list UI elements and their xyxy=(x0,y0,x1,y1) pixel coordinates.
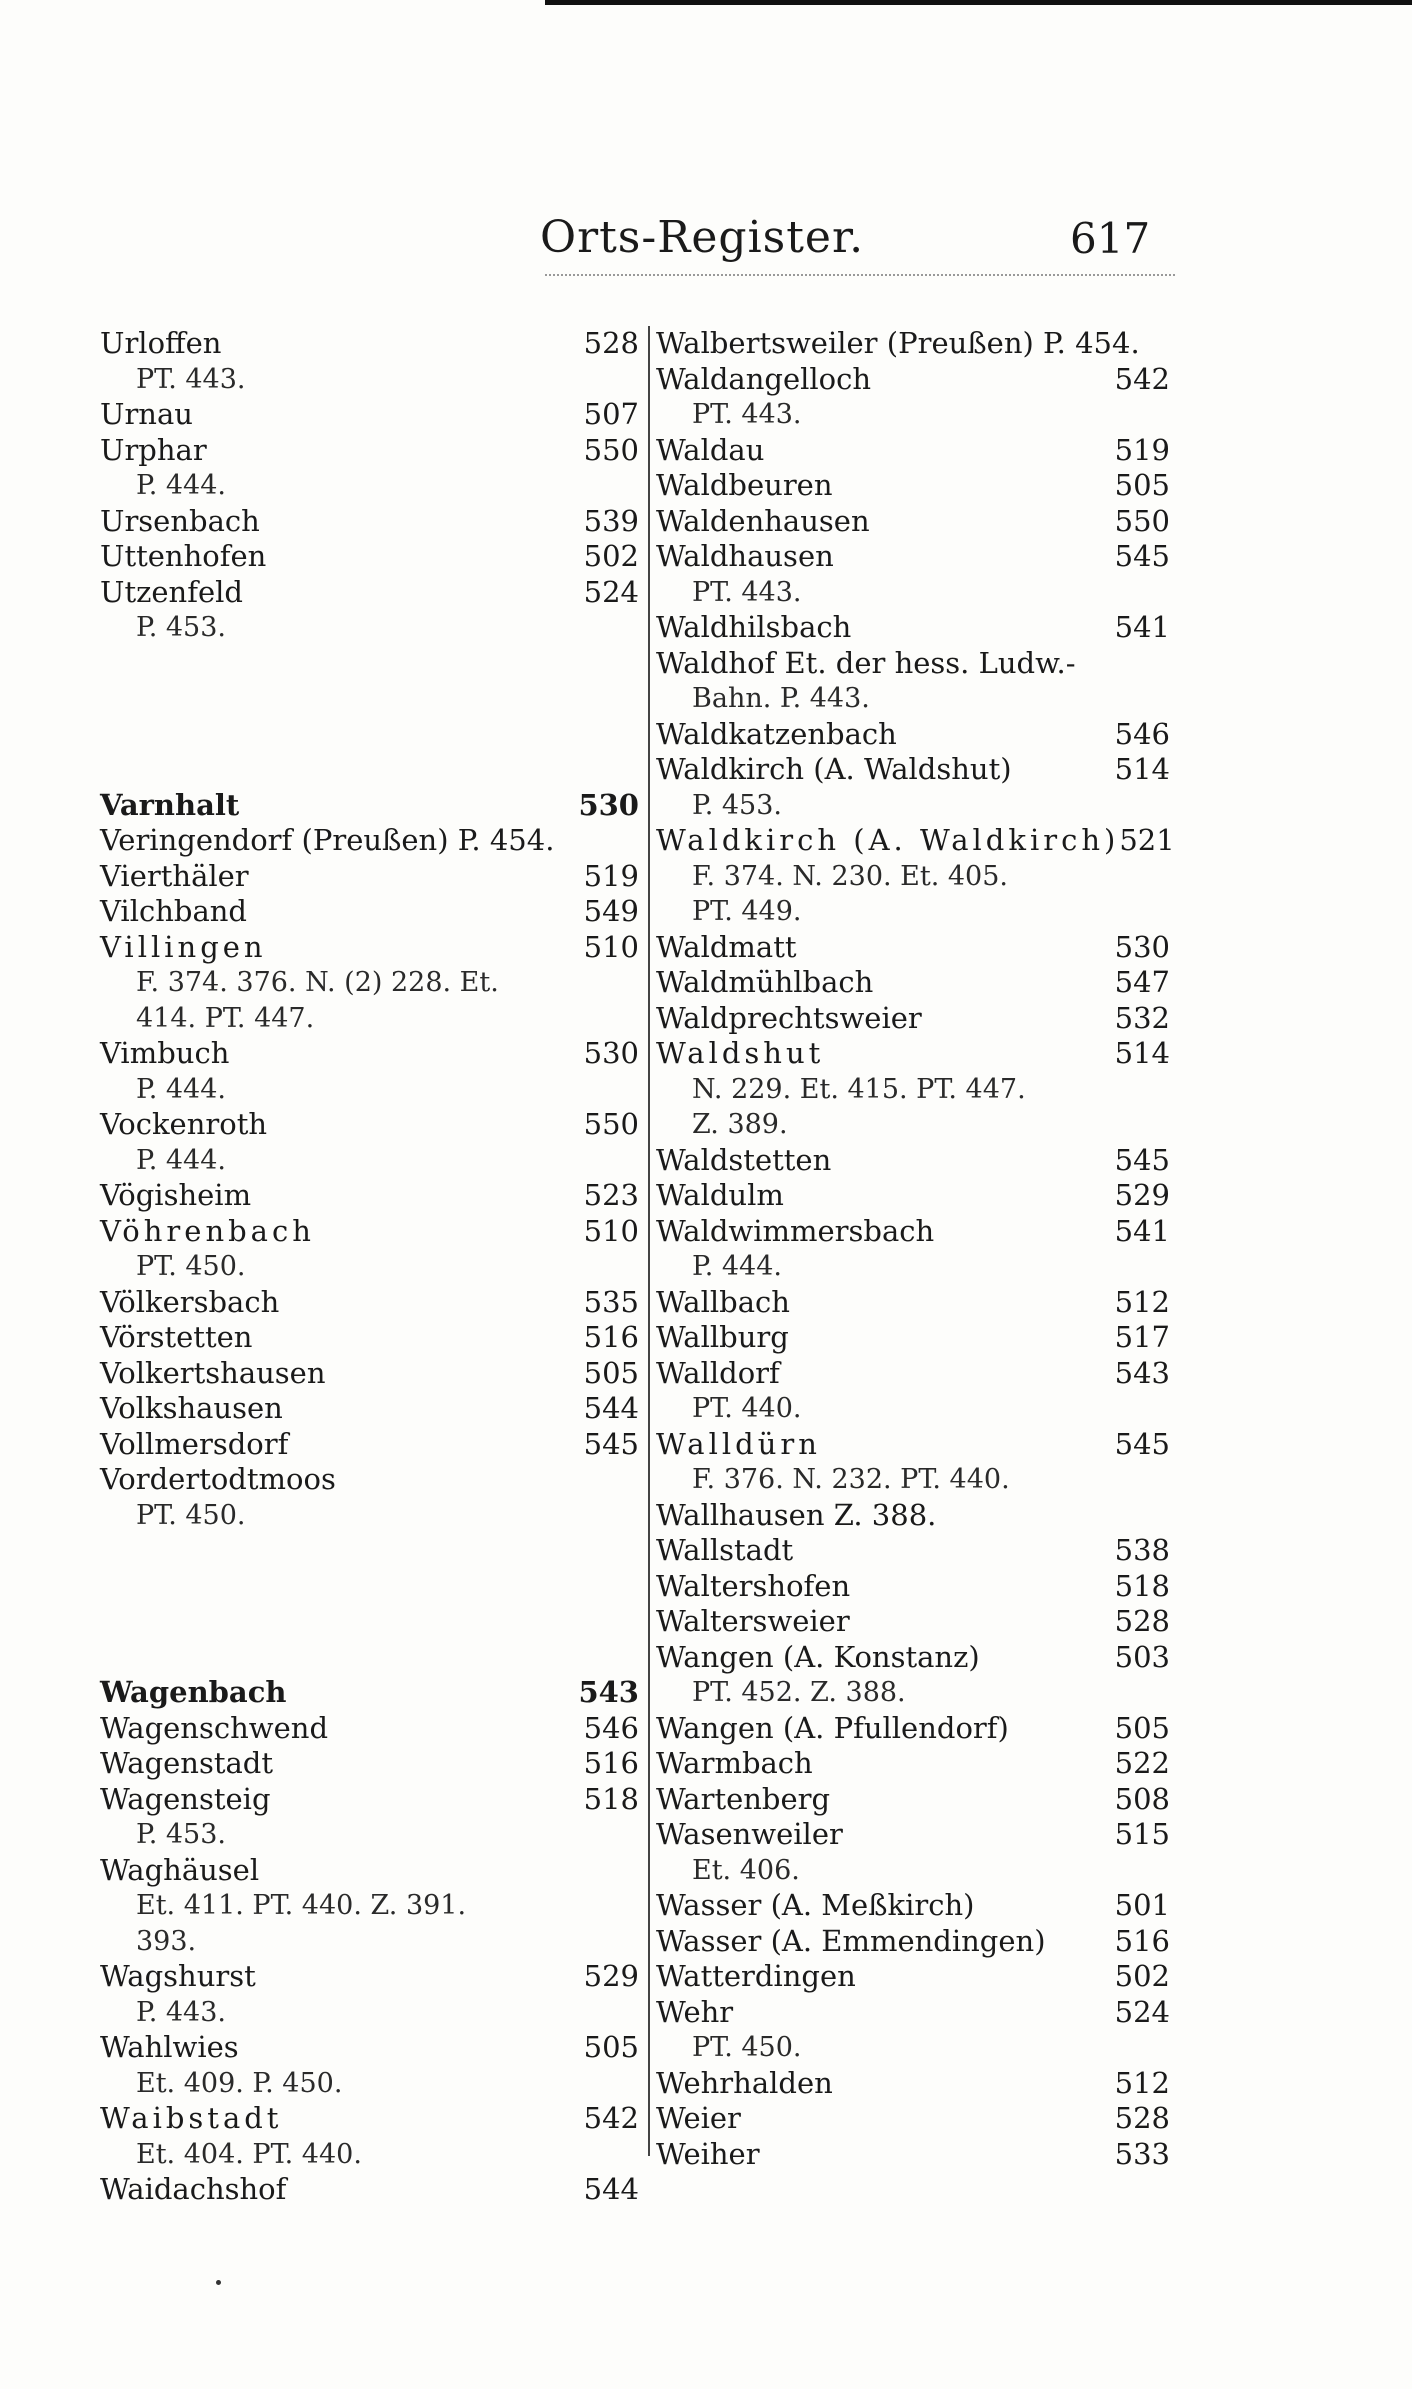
entry-note: PT. 443. xyxy=(692,399,802,430)
index-entry: Waldbeuren 505 xyxy=(656,468,1170,502)
index-entry: Villingen 510 xyxy=(100,929,639,964)
index-entry: Volkshausen 544 xyxy=(100,1391,639,1425)
index-entry: Wagenbach 543 xyxy=(100,1675,639,1709)
index-entry: Urphar 550 xyxy=(100,432,639,467)
index-entry: Vilchband 549 xyxy=(100,894,639,928)
entry-note: P. 444. xyxy=(136,1073,226,1105)
section-gap xyxy=(100,1533,645,1640)
index-entry: Waldstetten 545 xyxy=(656,1142,1170,1177)
index-entry: Wartenberg 508 xyxy=(656,1781,1170,1816)
entry-note: P. 444. xyxy=(136,470,226,501)
entry-note: P. 453. xyxy=(136,612,226,643)
entry-note: PT. 450. xyxy=(136,1499,246,1531)
index-entry: Wallstadt 538 xyxy=(656,1533,1170,1567)
index-entry: Wasenweiler 515 xyxy=(656,1817,1170,1851)
entry-note: F. 376. N. 232. PT. 440. xyxy=(692,1464,1010,1495)
page-header xyxy=(0,212,1412,272)
entry-note: Et. 409. P. 450. xyxy=(136,2067,343,2099)
index-entry: Wallburg 517 xyxy=(656,1320,1170,1354)
index-entry: Waibstadt 542 xyxy=(100,2101,639,2135)
index-entry: Veringendorf (Preußen) P. 454. xyxy=(100,823,555,857)
entry-note: PT. 450. xyxy=(136,1251,246,1282)
index-entry: Walbertsweiler (Preußen) P. 454. xyxy=(656,326,1140,360)
header-rule xyxy=(545,274,1175,276)
entry-note: P. 444. xyxy=(692,1251,782,1282)
entry-note: PT. 449. xyxy=(692,896,802,927)
index-entry: Waldenhausen 550 xyxy=(656,503,1170,538)
entry-note: Et. 406. xyxy=(692,1854,800,1886)
index-entry: Urloffen 528 xyxy=(100,326,639,360)
index-entry: Wasser (A. Meßkirch) 501 xyxy=(656,1888,1170,1922)
index-entry: Waidachshof 544 xyxy=(100,2172,639,2206)
index-entry: Waldprechtsweier 532 xyxy=(656,1000,1170,1035)
section-gap xyxy=(100,1640,645,1676)
entry-note: PT. 440. xyxy=(692,1393,802,1424)
index-entry: Waldshut 514 xyxy=(656,1036,1170,1070)
index-entry: Vordertodtmoos xyxy=(100,1462,336,1496)
entry-note: Z. 389. xyxy=(692,1109,788,1140)
index-entry: Walldorf 543 xyxy=(656,1355,1170,1390)
index-entry: Waltersweier 528 xyxy=(656,1604,1170,1638)
index-entry: Weier 528 xyxy=(656,2101,1170,2135)
index-entry: Waldangelloch 542 xyxy=(656,361,1170,396)
right-column xyxy=(648,326,1176,2171)
index-entry: Wagenschwend 546 xyxy=(100,1710,639,1745)
section-gap xyxy=(100,646,645,753)
entry-note: P. 444. xyxy=(136,1144,226,1176)
index-entry: Waghäusel xyxy=(100,1852,260,1887)
index-entry: Waldmühlbach 547 xyxy=(656,965,1170,999)
left-column xyxy=(100,326,645,2208)
entry-note: P. 453. xyxy=(136,1819,226,1850)
entry-note: Et. 411. PT. 440. Z. 391. xyxy=(136,1890,467,1921)
index-entry: Ursenbach 539 xyxy=(100,503,639,538)
index-entry: Volkertshausen 505 xyxy=(100,1355,639,1390)
page-title: Orts-Register. xyxy=(540,212,865,263)
index-entry: Wehrhalden 512 xyxy=(656,2065,1170,2100)
entry-note: PT. 443. xyxy=(692,576,802,608)
entry-note: 393. xyxy=(136,1925,197,1957)
index-entry: Wallhausen Z. 388. xyxy=(656,1497,937,1532)
index-entry: Waldkirch (A. Waldshut) 514 xyxy=(656,752,1170,786)
index-entry: Waldau 519 xyxy=(656,432,1170,467)
index-entry: Wagshurst 529 xyxy=(100,1959,639,1993)
entry-note: Et. 404. PT. 440. xyxy=(136,2138,362,2170)
index-entry: Wagensteig 518 xyxy=(100,1781,639,1816)
index-entry: Waldwimmersbach 541 xyxy=(656,1213,1170,1248)
index-entry: Wallbach 512 xyxy=(656,1284,1170,1319)
index-entry: Waldkatzenbach 546 xyxy=(656,716,1170,751)
top-border-rule xyxy=(545,0,1412,5)
entry-note: F. 374. 376. N. (2) 228. Et. xyxy=(136,967,499,998)
index-entry: Wehr 524 xyxy=(656,1994,1170,2029)
index-entry: Vockenroth 550 xyxy=(100,1107,639,1141)
index-entry: Waldhausen 545 xyxy=(656,539,1170,573)
index-entry: Waldhof Et. der hess. Ludw.- xyxy=(656,645,1076,680)
index-entry: Walldürn 545 xyxy=(656,1426,1170,1461)
index-entry: Uttenhofen 502 xyxy=(100,539,639,573)
index-entry: Utzenfeld 524 xyxy=(100,574,639,609)
index-entry: Waltershofen 518 xyxy=(656,1568,1170,1603)
index-entry: Wasser (A. Emmendingen) 516 xyxy=(656,1923,1170,1958)
index-entry: Warmbach 522 xyxy=(656,1746,1170,1780)
stray-ink-dot xyxy=(216,2280,221,2285)
page-number: 617 xyxy=(1070,214,1151,263)
index-entry: Vollmersdorf 545 xyxy=(100,1426,639,1461)
section-gap xyxy=(100,752,645,788)
entry-note: Bahn. P. 443. xyxy=(692,683,870,714)
index-entry: Wahlwies 505 xyxy=(100,2030,639,2064)
index-entry: Waldmatt 530 xyxy=(656,929,1170,964)
index-entry: Vögisheim 523 xyxy=(100,1178,639,1212)
index-entry: Watterdingen 502 xyxy=(656,1959,1170,1993)
entry-note: P. 453. xyxy=(692,789,782,821)
index-entry: Vöhrenbach 510 xyxy=(100,1213,639,1248)
entry-note: PT. 452. Z. 388. xyxy=(692,1677,906,1708)
index-entry: Waldulm 529 xyxy=(656,1178,1170,1212)
entry-note: PT. 443. xyxy=(136,363,246,395)
index-entry: Wangen (A. Pfullendorf) 505 xyxy=(656,1710,1170,1745)
index-entry: Vimbuch 530 xyxy=(100,1036,639,1070)
index-entry: Vörstetten 516 xyxy=(100,1320,639,1354)
entry-note: N. 229. Et. 415. PT. 447. xyxy=(692,1073,1026,1105)
entry-note: F. 374. N. 230. Et. 405. xyxy=(692,860,1008,892)
index-entry: Vierthäler 519 xyxy=(100,858,639,893)
index-entry: Varnhalt 530 xyxy=(100,787,639,822)
entry-note: P. 443. xyxy=(136,1996,226,2028)
index-entry: Völkersbach 535 xyxy=(100,1284,639,1319)
entry-note: 414. PT. 447. xyxy=(136,1002,315,1034)
index-entry: Urnau 507 xyxy=(100,397,639,431)
index-entry: Wangen (A. Konstanz) 503 xyxy=(656,1639,1170,1674)
index-entry: Waldkirch (A. Waldkirch) 521 xyxy=(656,823,1175,857)
index-entry: Weiher 533 xyxy=(656,2136,1170,2171)
index-entry: Wagenstadt 516 xyxy=(100,1746,639,1780)
entry-note: PT. 450. xyxy=(692,2032,802,2063)
index-entry: Waldhilsbach 541 xyxy=(656,610,1170,644)
